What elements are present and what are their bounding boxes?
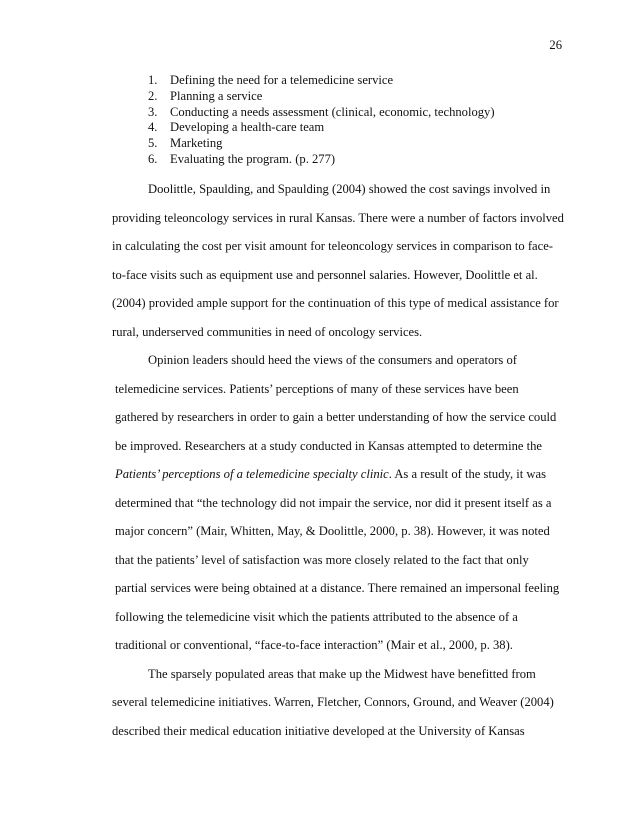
- text-line: providing teleoncology services in rural Kansas. There were a number of factors involved: [112, 210, 564, 225]
- list-item: [148, 120, 495, 136]
- numbered-steps-list: [148, 73, 495, 168]
- page-number: 26: [549, 38, 562, 52]
- study-title: Patients’ perceptions of a telemedicine specialty clinic: [115, 467, 389, 481]
- body-text: [112, 175, 564, 745]
- text-line: that the patients’ level of satisfaction was more closely related to the fact that only: [115, 552, 529, 567]
- text-line: major concern” (Mair, Whitten, May, & Doolittle, 2000, p. 38). However, it was noted: [115, 524, 550, 538]
- list-item: [148, 152, 495, 168]
- list-item-number: 5.: [148, 136, 158, 151]
- list-item-number: 4.: [148, 120, 158, 135]
- paragraph-midwest-initiatives: [112, 660, 554, 746]
- text-line: partial services were being obtained at a distance. There remained an impersonal feeling: [115, 581, 560, 595]
- text-line: be improved. Researchers at a study conducted in Kansas attempted to determine the: [115, 438, 542, 453]
- list-item-text: Defining the need for a telemedicine service: [170, 73, 394, 87]
- list-item-number: 6.: [148, 151, 158, 166]
- paragraph-patient-perceptions: [112, 346, 560, 660]
- list-item-text: Developing a health-care team: [170, 120, 325, 135]
- text-line: [112, 460, 548, 489]
- text-fragment: . As a result of the study, it was: [388, 467, 547, 481]
- text-line: (2004) provided ample support for the continuation of this type of medical assistance for: [112, 296, 559, 310]
- text-line: in calculating the cost per visit amount for teleoncology services in comparison to face-: [112, 239, 553, 253]
- list-item-number: 3.: [148, 104, 158, 119]
- text-line: following the telemedicine visit which the patients attributed to the absence of a: [115, 609, 518, 624]
- text-line: rural, underserved communities in need of oncology services.: [112, 324, 423, 339]
- list-item: [148, 136, 495, 152]
- list-item: [148, 89, 495, 105]
- text-line: several telemedicine initiatives. Warren, Fletcher, Connors, Ground, and Weaver (2004): [112, 695, 554, 709]
- text-line: described their medical education initiative developed at the University of Kansas: [112, 723, 525, 738]
- text-line: to-face visits such as equipment use and personnel salaries. However, Doolittle et al.: [112, 267, 538, 282]
- list-item-text: Planning a service: [170, 88, 263, 103]
- list-item-number: 1.: [148, 73, 158, 87]
- text-line: determined that “the technology did not impair the service, nor did it present itself as a: [115, 495, 552, 510]
- text-line: gathered by researchers in order to gain a better understanding of how the service could: [115, 410, 557, 424]
- list-item-text: Conducting a needs assessment (clinical, economic, technology): [170, 104, 495, 119]
- list-item-number: 2.: [148, 88, 158, 103]
- list-item: [148, 105, 495, 121]
- paragraph-cost-savings: [112, 175, 564, 346]
- list-item-text: Evaluating the program. (p. 277): [170, 151, 336, 166]
- text-line: telemedicine services. Patients’ perceptions of many of these services have been: [115, 381, 519, 396]
- text-line: Opinion leaders should heed the views of the consumers and operators of: [148, 353, 517, 367]
- text-line: The sparsely populated areas that make up the Midwest have benefitted from: [148, 666, 536, 681]
- text-line: Doolittle, Spaulding, and Spaulding (2004) showed the cost savings involved in: [148, 182, 551, 196]
- list-item: [148, 73, 495, 89]
- list-item-text: Marketing: [170, 136, 223, 151]
- text-line: traditional or conventional, “face-to-face interaction” (Mair et al., 2000, p. 38).: [115, 638, 513, 652]
